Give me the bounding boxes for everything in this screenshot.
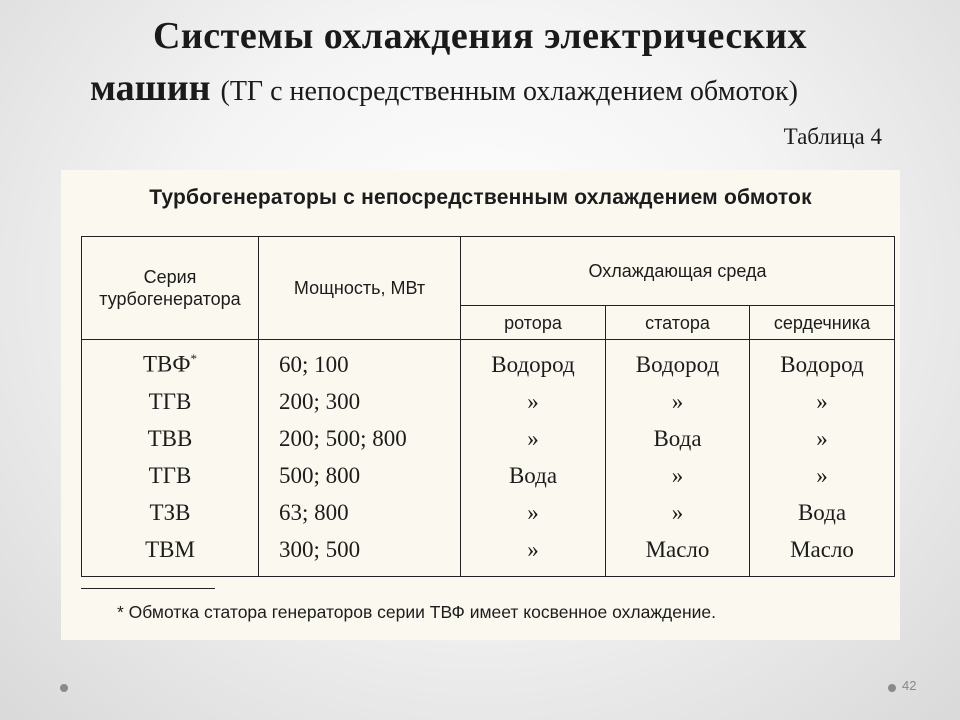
cell-core: »: [750, 383, 895, 420]
cell-core: »: [750, 420, 895, 457]
cell-rotor: »: [461, 383, 606, 420]
cell-stator: Вода: [606, 420, 750, 457]
cell-rotor: »: [461, 420, 606, 457]
table-label: Таблица 4: [783, 124, 882, 149]
header-stator: статора: [606, 306, 750, 340]
header-cooling-medium: Охлаждающая среда: [461, 237, 895, 306]
table-footnote: * Обмотка статора генераторов серии ТВФ имеет косвенное охлаждение.: [117, 602, 717, 622]
cell-series: ТЗВ: [82, 494, 259, 531]
cell-power: 200; 300: [259, 383, 461, 420]
slide-title-bold-word: машин: [90, 67, 211, 109]
cell-rotor: Водород: [461, 340, 606, 384]
cell-core: Вода: [750, 494, 895, 531]
cell-stator: Масло: [606, 531, 750, 577]
table-title: Турбогенераторы с непосредственным охлаждением обмоток: [149, 186, 812, 209]
cell-series: ТГВ: [82, 457, 259, 494]
table-scan-image: [61, 170, 900, 640]
cell-stator: »: [606, 457, 750, 494]
table-row: [82, 383, 895, 420]
cell-power: 500; 800: [259, 457, 461, 494]
cell-power: 63; 800: [259, 494, 461, 531]
cell-series: ТГВ: [82, 383, 259, 420]
cell-series: ТВФ*: [82, 340, 259, 384]
table-row: [82, 457, 895, 494]
cell-power: 200; 500; 800: [259, 420, 461, 457]
header-series: Серия турбогенератора: [82, 237, 259, 340]
cell-core: »: [750, 457, 895, 494]
header-power: Мощность, МВт: [259, 237, 461, 340]
cell-power: 300; 500: [259, 531, 461, 577]
cell-power: 60; 100: [259, 340, 461, 384]
header-core: сердечника: [750, 306, 895, 340]
cell-stator: »: [606, 494, 750, 531]
table-row: [82, 531, 895, 577]
cell-rotor: »: [461, 531, 606, 577]
cell-series: ТВМ: [82, 531, 259, 577]
cell-rotor: »: [461, 494, 606, 531]
bullet-dot-left: [60, 684, 68, 692]
cell-core: Масло: [750, 531, 895, 577]
cell-stator: »: [606, 383, 750, 420]
header-rotor: ротора: [461, 306, 606, 340]
footnote-mark: *: [190, 351, 198, 367]
table-row: [82, 494, 895, 531]
slide-subtitle: (ТГ с непосредственным охлаждением обмоток): [220, 76, 798, 107]
table-row: [82, 420, 895, 457]
footnote-divider: [81, 588, 215, 589]
slide-title-line2: [90, 66, 798, 110]
cooling-table: [81, 236, 895, 577]
cell-core: Водород: [750, 340, 895, 384]
table-row: [82, 340, 895, 384]
page-number: 42: [902, 678, 917, 693]
bullet-dot-right: [888, 684, 896, 692]
cell-series: ТВВ: [82, 420, 259, 457]
slide-title: Системы охлаждения электрических: [152, 15, 808, 57]
cell-stator: Водород: [606, 340, 750, 384]
cell-rotor: Вода: [461, 457, 606, 494]
